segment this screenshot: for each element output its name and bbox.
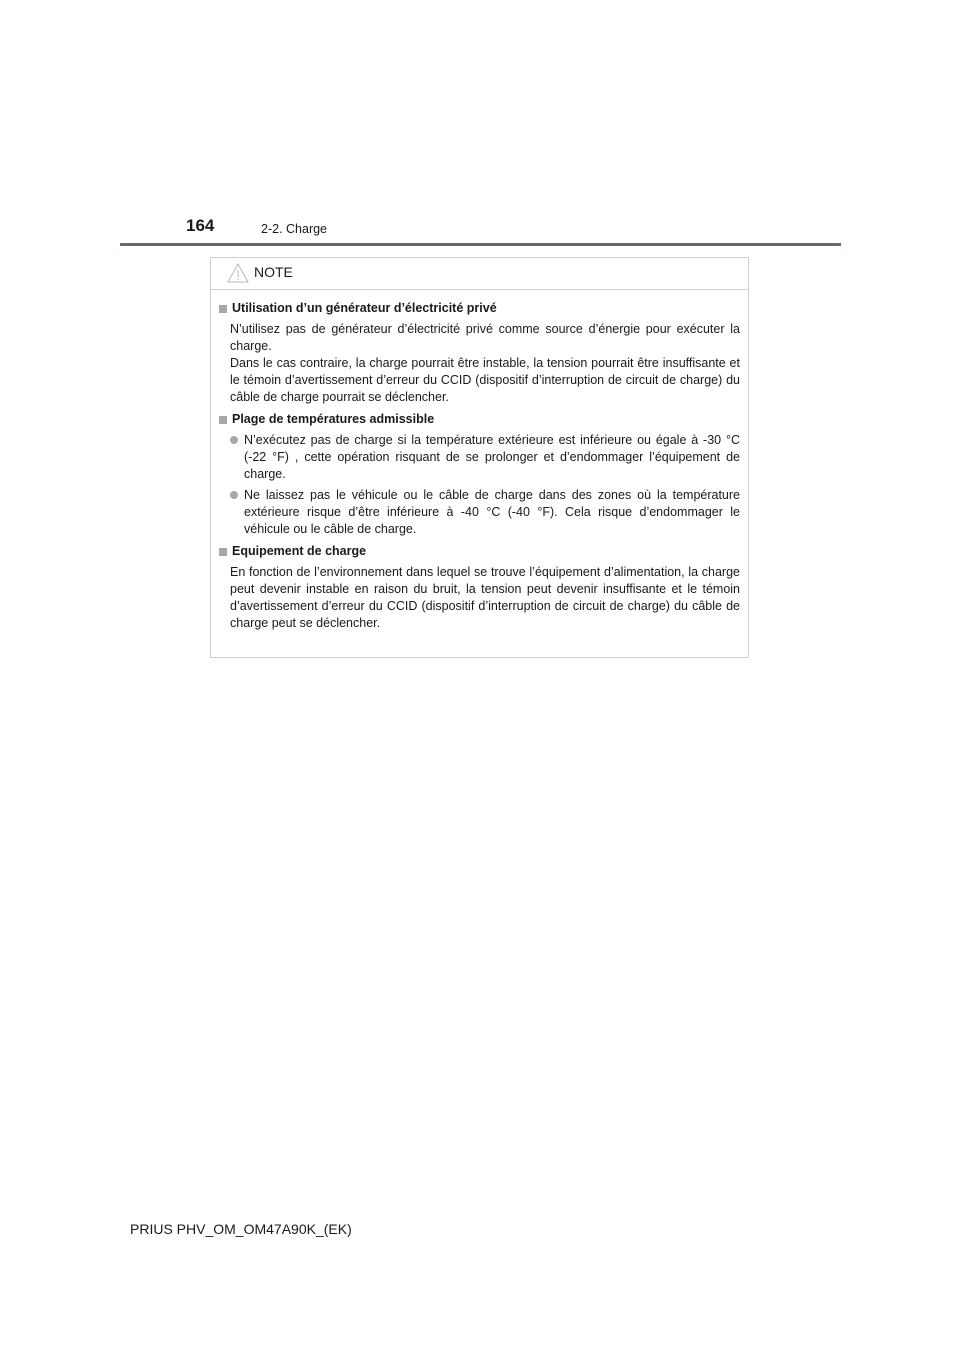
circle-bullet-icon [230,436,238,444]
square-bullet-icon [219,416,227,424]
bullet-item [230,487,740,538]
note-body [211,290,748,632]
note-item-equipment [219,543,740,632]
item-title [219,411,740,428]
item-title-text: Equipement de charge [232,544,367,558]
bullet-text: Ne laissez pas le véhicule ou le câble de charge dans des zones où la température extérieure risque d’être inférieure à -40 °C (-40 °F). Cela risque d’endommager le véhicule ou le câble de charge. [244,488,740,536]
note-item-temperature [219,411,740,538]
note-item-generator [219,300,740,406]
item-title [219,300,740,317]
item-title-text: Plage de températures admissible [232,412,435,426]
bullet-item [230,432,740,483]
paragraph: En fonction de l’environnement dans lequel se trouve l’équipement d’alimentation, la charge peut devenir instable en raison du bruit, la tension peut devenir insuffisante et le témoin d’avertissement d’erreur du CCID (dispositif d’interruption de circuit de charge) du câble de charge peut se déclencher. [230,565,740,630]
paragraph: N’utilisez pas de générateur d’électricité privé comme source d’énergie pour exécuter la charge. [230,322,740,353]
item-title-text: Utilisation d’un générateur d’électricité privé [232,301,497,315]
note-label: NOTE [254,264,293,280]
circle-bullet-icon [230,491,238,499]
section-title: 2-2. Charge [261,222,328,236]
paragraph: Dans le cas contraire, la charge pourrait être instable, la tension pourrait être insuffisante et le témoin d’avertissement d’erreur du CCID (dispositif d’interruption de circuit de charge) du câble de charge pourrait se déclencher. [230,356,740,404]
square-bullet-icon [219,548,227,556]
page-number: 164 [186,216,215,235]
note-header [211,258,748,290]
warning-triangle-icon [227,263,249,283]
bullet-text: N’exécutez pas de charge si la température extérieure est inférieure ou égale à -30 °C (-22 °F) , cette opération risquant de se prolonger et d’endommager l’équipement de charge. [244,433,740,481]
header-rule [120,243,841,246]
note-box [210,257,749,658]
footer-doc-id: PRIUS PHV_OM_OM47A90K_(EK) [130,1221,352,1237]
square-bullet-icon [219,305,227,313]
item-title [219,543,740,560]
